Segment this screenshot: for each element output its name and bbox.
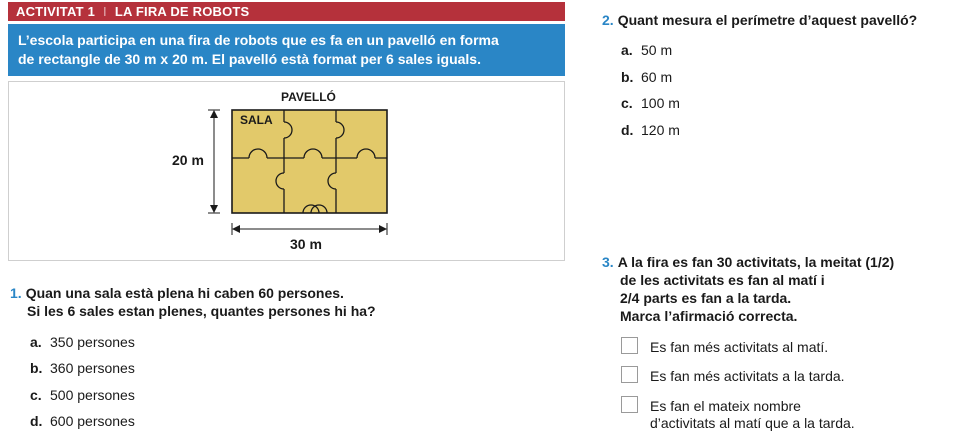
- q2-option-a[interactable]: [621, 41, 672, 59]
- q1-option-text: 360 persones: [50, 360, 135, 376]
- q1-option-letter: b.: [30, 360, 43, 376]
- question-1-number: 1.: [10, 285, 22, 301]
- intro-line-2: de rectangle de 30 m x 20 m. El pavelló està format per 6 sales iguals.: [18, 51, 481, 67]
- q3-choice-3-text: [650, 398, 855, 432]
- width-label: 30 m: [290, 236, 322, 252]
- room-label: SALA: [240, 113, 273, 127]
- question-1-line-1: Quan una sala està plena hi caben 60 persones.: [25, 285, 344, 301]
- q2-option-letter: d.: [621, 122, 634, 138]
- question-3: [602, 253, 894, 325]
- q3-choice-3-line-1: Es fan el mateix nombre: [650, 398, 801, 414]
- q1-option-letter: c.: [30, 387, 42, 403]
- question-1: [10, 284, 376, 320]
- q3-checkbox-1[interactable]: [621, 337, 638, 354]
- q3-checkbox-3[interactable]: [621, 396, 638, 413]
- activity-title: LA FIRA DE ROBOTS: [114, 4, 250, 19]
- pavilion-diagram: [8, 81, 565, 261]
- question-3-line-2: de les activitats es fan al matí i: [620, 272, 825, 288]
- intro-statement: [8, 24, 565, 76]
- q2-option-text: 100 m: [641, 95, 680, 111]
- q2-option-d[interactable]: [621, 121, 680, 139]
- q2-option-b[interactable]: [621, 68, 672, 86]
- q2-option-text: 120 m: [641, 122, 680, 138]
- question-3-line-1: A la fira es fan 30 activitats, la meitat (1/2): [617, 254, 895, 270]
- q1-option-text: 500 persones: [50, 387, 135, 403]
- question-3-line-3: 2/4 parts es fan a la tarda.: [620, 290, 792, 306]
- question-2-text: Quant mesura el perímetre d’aquest pavelló?: [617, 12, 918, 28]
- q3-choice-1-text: Es fan més activitats al matí.: [650, 339, 829, 355]
- q1-option-d[interactable]: [30, 412, 135, 430]
- question-1-line-2: Si les 6 sales estan plenes, quantes persones hi ha?: [27, 303, 376, 319]
- q3-choice-2-text: Es fan més activitats a la tarda.: [650, 368, 845, 384]
- q2-option-text: 60 m: [641, 69, 673, 85]
- intro-line-1: L’escola participa en una fira de robots que es fa en un pavelló en forma: [18, 32, 499, 48]
- q3-choice-3[interactable]: [621, 396, 951, 434]
- q1-option-letter: d.: [30, 413, 43, 429]
- header-separator: I: [103, 4, 107, 19]
- q2-option-letter: a.: [621, 42, 633, 58]
- question-3-number: 3.: [602, 254, 614, 270]
- q1-option-text: 600 persones: [50, 413, 135, 429]
- q3-choice-2[interactable]: [621, 366, 941, 386]
- q3-choice-1[interactable]: [621, 337, 941, 357]
- height-label: 20 m: [172, 152, 204, 168]
- q3-choice-3-line-2: d’activitats al matí que a la tarda.: [650, 415, 855, 431]
- q1-option-c[interactable]: [30, 386, 135, 404]
- q3-checkbox-2[interactable]: [621, 366, 638, 383]
- question-2: [602, 11, 917, 29]
- question-2-number: 2.: [602, 12, 614, 28]
- q1-option-b[interactable]: [30, 359, 135, 377]
- q2-option-c[interactable]: [621, 94, 680, 112]
- q2-option-letter: b.: [621, 69, 634, 85]
- question-3-line-4: Marca l’afirmació correcta.: [620, 308, 798, 324]
- pavilion-title: PAVELLÓ: [281, 90, 336, 104]
- q1-option-text: 350 persones: [50, 334, 135, 350]
- q1-option-letter: a.: [30, 334, 42, 350]
- pavilion-drawing: [9, 82, 566, 262]
- activity-header: [8, 2, 565, 21]
- q2-option-text: 50 m: [641, 42, 673, 58]
- activity-number: ACTIVITAT 1: [16, 4, 95, 19]
- q2-option-letter: c.: [621, 95, 633, 111]
- q1-option-a[interactable]: [30, 333, 135, 351]
